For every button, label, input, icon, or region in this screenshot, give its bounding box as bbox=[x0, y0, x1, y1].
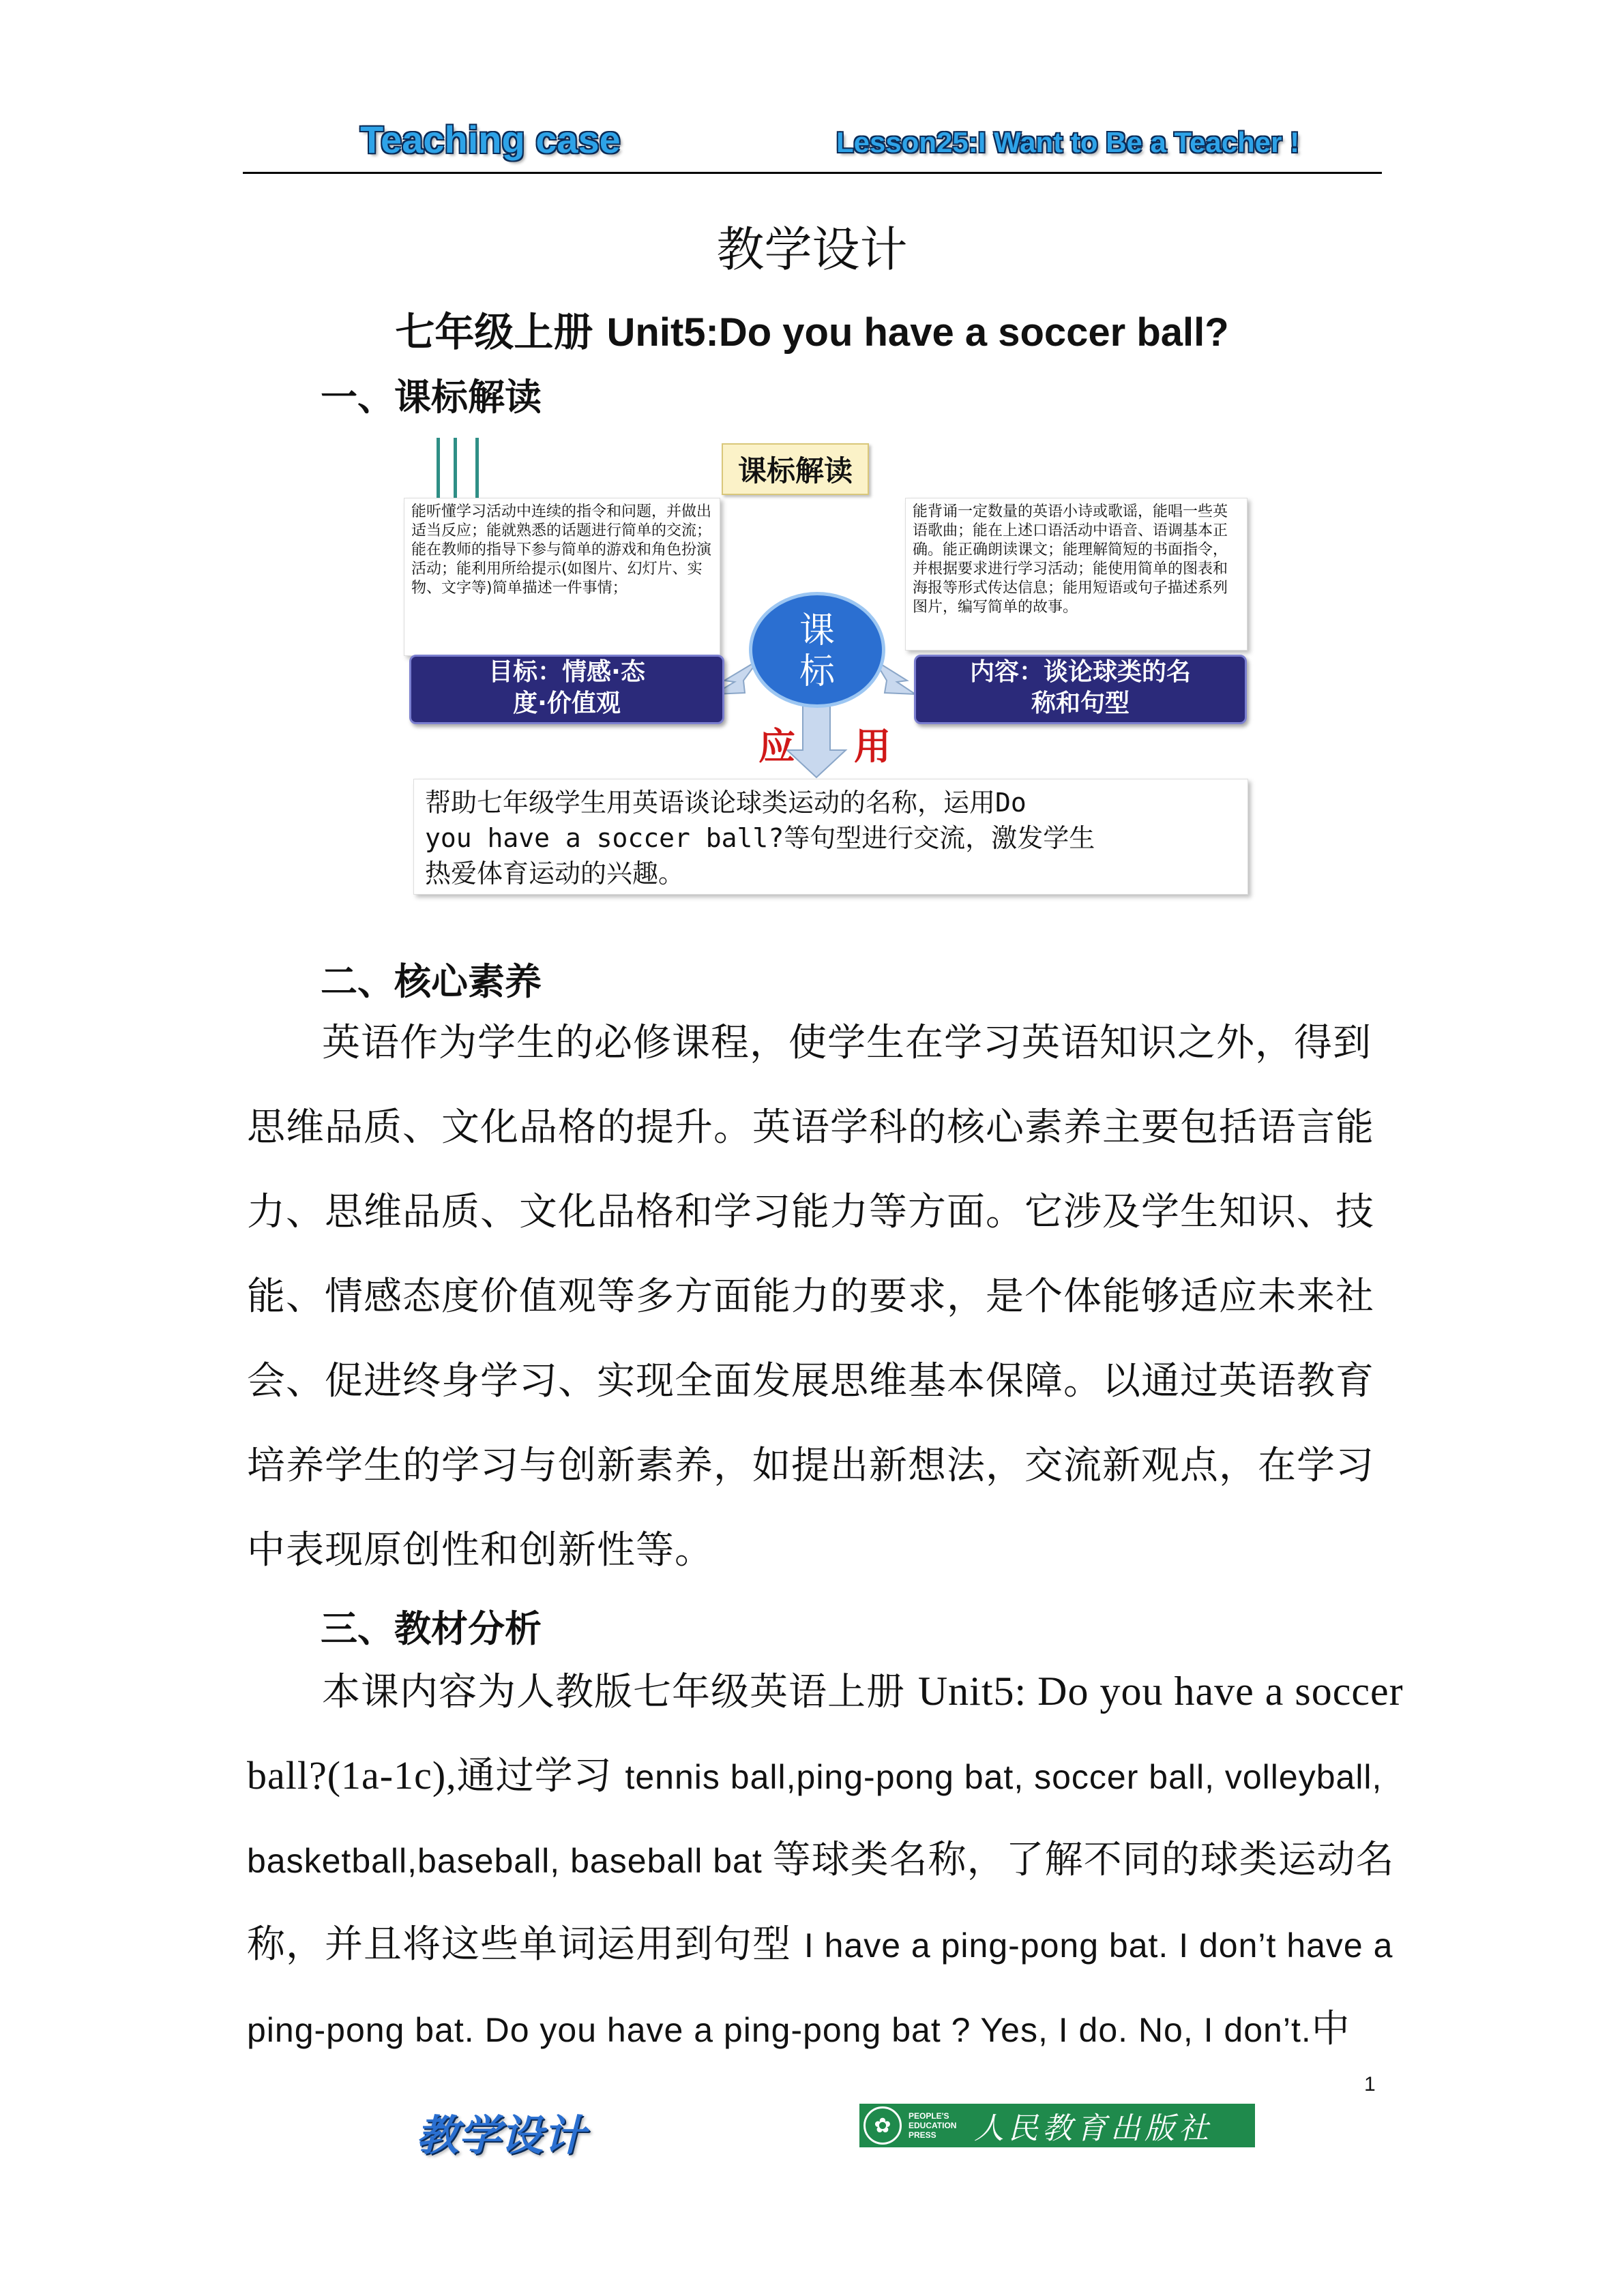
header-rule bbox=[243, 172, 1382, 174]
bottom-line-3: 热爱体育运动的兴趣。 bbox=[425, 859, 685, 889]
center-circle-line1: 课 bbox=[799, 610, 835, 651]
para3-l1-en: Unit5: Do you have a soccer bbox=[917, 1669, 1404, 1714]
para3-l1-cn: 本课内容为人教版七年级英语上册 bbox=[322, 1670, 918, 1714]
publisher-name-cn: 人民教育出版社 bbox=[974, 2111, 1213, 2146]
para3-l4-cn: 称，并且将这些单词运用到句型 bbox=[247, 1922, 804, 1967]
para3-line-3 bbox=[247, 1818, 1395, 1903]
content-line2: 称和句型 bbox=[1031, 689, 1130, 717]
diagram-label: 课标解读 bbox=[722, 443, 869, 495]
para2-line: 会、促进终身学习、实现全面发展思维基本保障。以通过英语教育 bbox=[247, 1359, 1374, 1403]
para3-l2-cn: 通过学习 bbox=[456, 1754, 625, 1798]
section-heading-3: 三、教材分析 bbox=[321, 1607, 542, 1650]
publisher-emblem-icon: ✿ bbox=[863, 2106, 902, 2145]
apply-label-right: 用 bbox=[854, 725, 891, 768]
para2-line: 力、思维品质、文化品格和学习能力等方面。它涉及学生知识、技 bbox=[247, 1190, 1374, 1234]
center-circle-line2: 标 bbox=[799, 651, 835, 692]
para3-line-4 bbox=[247, 1903, 1393, 1988]
bottom-line-2: you have a soccer ball?等句型进行交流，激发学生 bbox=[425, 823, 1095, 853]
content-line1: 内容：谈论球类的名 bbox=[969, 658, 1191, 686]
para3-l3-cn: 等球类名称，了解不同的球类运动名 bbox=[772, 1838, 1395, 1882]
para3-l3-words: basketball,baseball, baseball bat bbox=[247, 1842, 773, 1880]
para3-l5-cn: 中 bbox=[1311, 2007, 1350, 2051]
bottom-line-1: 帮助七年级学生用英语谈论球类运动的名称，运用Do bbox=[425, 788, 1027, 818]
header-right-title: Lesson25:I Want to Be a Teacher ! bbox=[836, 126, 1300, 158]
center-circle bbox=[749, 592, 885, 708]
header-left-title: Teaching case bbox=[360, 118, 621, 161]
para3-line-2 bbox=[247, 1733, 1382, 1819]
standards-diagram bbox=[404, 435, 1270, 921]
apply-label-left: 应 bbox=[758, 725, 795, 768]
para3-l5-en: ping-pong bat. Do you have a ping-pong bat ? Yes, I do. No, I don’t. bbox=[247, 2011, 1312, 2049]
para2-line: 培养学生的学习与创新素养，如提出新想法，交流新观点，在学习 bbox=[247, 1444, 1374, 1488]
goal-box bbox=[409, 655, 724, 724]
para2-line: 思维品质、文化品格的提升。英语学科的核心素养主要包括语言能 bbox=[247, 1105, 1374, 1150]
content-box bbox=[914, 655, 1247, 724]
page-number: 1 bbox=[1364, 2073, 1376, 2096]
para2-line: 英语作为学生的必修课程，使学生在学习英语知识之外，得到 bbox=[322, 1021, 1372, 1065]
section-heading-1: 一、课标解读 bbox=[321, 376, 542, 419]
goal-line1: 目标：情感·态 bbox=[488, 658, 645, 686]
para3-l2-words: tennis ball,ping-pong bat, soccer ball, volleyball, bbox=[625, 1758, 1383, 1796]
para3-l2-en: ball?(1a-1c), bbox=[247, 1753, 457, 1798]
section-heading-2: 二、核心素养 bbox=[321, 960, 542, 1003]
publisher-name-en: PEOPLE'S EDUCATION PRESS bbox=[909, 2111, 957, 2140]
para3-line-5 bbox=[247, 1987, 1350, 2072]
para2-line: 中表现原创性和创新性等。 bbox=[247, 1528, 713, 1572]
para3-line-1 bbox=[322, 1649, 1404, 1735]
para2-line: 能、情感态度价值观等多方面能力的要求，是个体能够适应未来社 bbox=[247, 1274, 1374, 1319]
page-title: 教学设计 bbox=[716, 222, 908, 278]
footer-left-label: 教学设计 bbox=[416, 2111, 586, 2160]
publisher-logo bbox=[859, 2104, 1255, 2147]
goal-line2: 度·价值观 bbox=[513, 689, 621, 717]
subtitle bbox=[0, 300, 1624, 357]
subtitle-en: Unit5:Do you have a soccer ball? bbox=[606, 310, 1229, 355]
subtitle-cn: 七年级上册 bbox=[395, 309, 607, 355]
para3-l4-en: I have a ping-pong bat. I don’t have a bbox=[803, 1926, 1393, 1965]
arrow-down bbox=[787, 697, 846, 777]
bottom-summary-text bbox=[414, 779, 1247, 897]
left-standard-text: 能听懂学习活动中连续的指令和问题，并做出适当反应；能就熟悉的话题进行简单的交流；能在教师的指导下参与简单的游戏和角色扮演活动；能利用所给提示(如图片、幻灯片、实物、文字等)简单描述一件事情； bbox=[411, 503, 712, 597]
right-standard-text: 能背诵一定数量的英语小诗或歌谣，能唱一些英语歌曲；能在上述口语活动中语音、语调基本正确。能正确朗读课文；能理解简短的书面指令，并根据要求进行学习活动；能使用简单的图表和海报等形式传达信息；能用短语或句子描述系列图片，编写简单的故事。 bbox=[913, 503, 1228, 616]
bottom-summary-box bbox=[413, 779, 1248, 895]
